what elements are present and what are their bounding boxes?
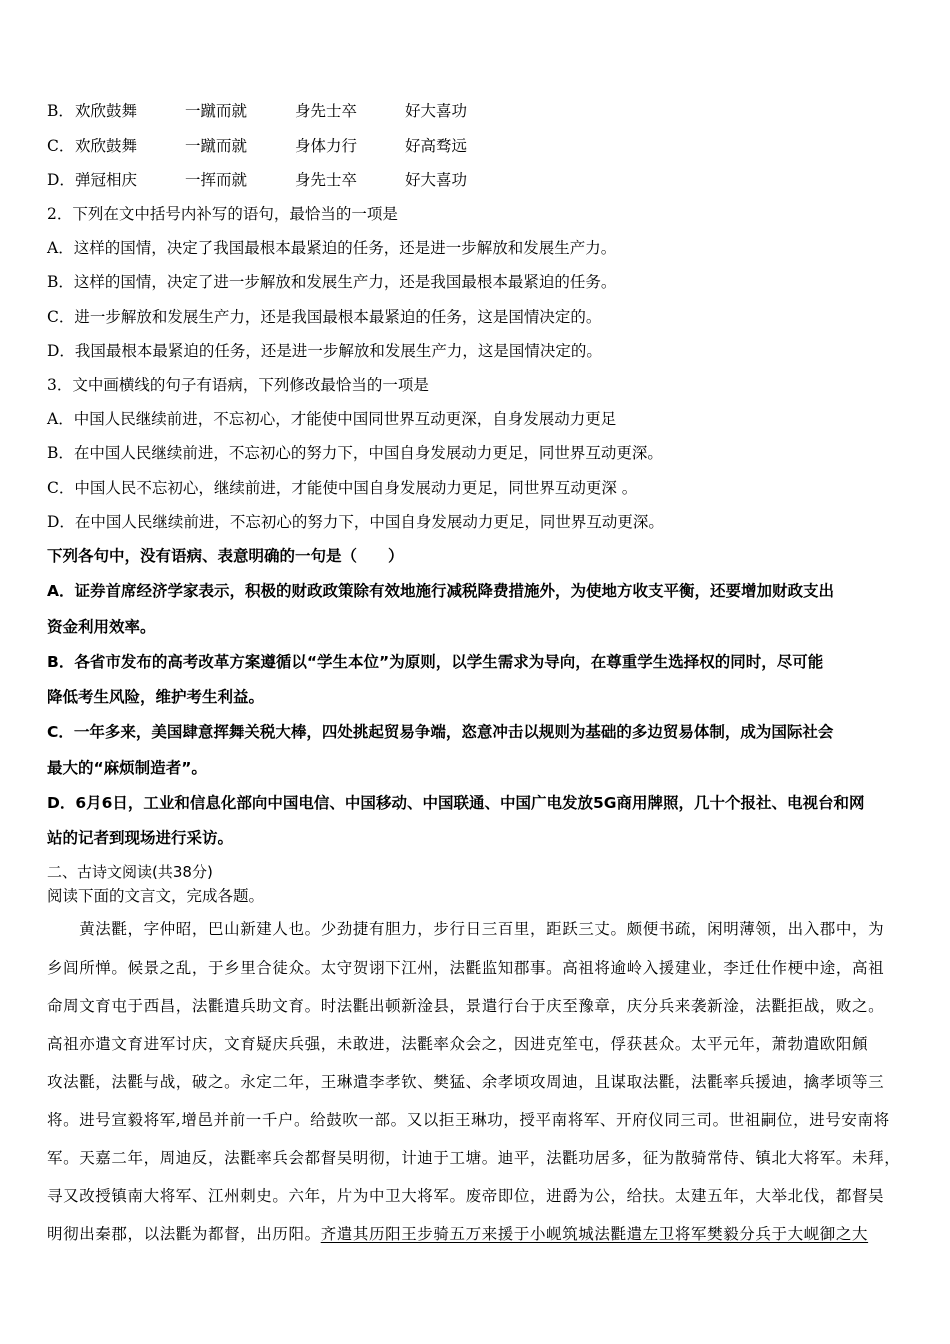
passage-line-5: 攻法氍，法氍与战，破之。永定二年，王琳遣李孝钦、樊猛、余孝顷攻周迪，且谋取法氍，法氍率兵援迪，擒孝顷等三 <box>47 1073 885 1091</box>
q4-option-a-line2: 资金利用效率。 <box>47 618 156 636</box>
section-heading: 二、古诗文阅读(共38分) <box>47 863 213 881</box>
q2-option-c: C．进一步解放和发展生产力，还是我国最根本最紧迫的任务，这是国情决定的。 <box>47 308 602 326</box>
q4-option-c-line1: C．一年多来，美国肆意挥舞关税大棒，四处挑起贸易争端，恣意冲击以规则为基础的多边贸易体制，成为国际社会 <box>47 723 834 741</box>
q4-option-d-line2: 站的记者到现场进行采访。 <box>47 829 234 847</box>
passage-line-3: 命周文育屯于西昌，法氍遣兵助文育。时法氍出顿新淦县，景遣行台于庆至豫章，庆分兵来袭新淦，法氍拒战，败之。 <box>47 997 885 1015</box>
passage-line-9-plain: 明彻出秦郡，以法氍为都督，出历阳。 <box>47 1225 321 1243</box>
passage-line-6: 将。进号宣毅将军,增邑并前一千户。给鼓吹一部。又以拒王琳功，授平南将军、开府仪同三司。世祖嗣位，进号安南将 <box>47 1111 890 1129</box>
passage-line-9 <box>47 1224 868 1244</box>
q3-stem: 3．文中画横线的句子有语病，下列修改最恰当的一项是 <box>47 376 429 394</box>
passage-line-1: 黄法氍，字仲昭，巴山新建人也。少劲捷有胆力，步行日三百里，距跃三丈。颇便书疏，闲明薄领，出入郡中，为 <box>47 920 885 938</box>
q3-option-d: D．在中国人民继续前进，不忘初心的努力下，中国自身发展动力更足，同世界互动更深。 <box>47 513 664 531</box>
q1-option-b: B．欢欣鼓舞 一蹴而就 身先士卒 好大喜功 <box>47 102 468 120</box>
q4-option-b-line2: 降低考生风险，维护考生利益。 <box>47 688 265 706</box>
passage-line-4: 高祖亦遣文育进军讨庆，文育疑庆兵强，未敢进，法氍率众会之，因进克笙屯，俘获甚众。太平元年，萧勃遣欧阳頠 <box>47 1035 869 1053</box>
q3-option-c: C．中国人民不忘初心，继续前进，才能使中国自身发展动力更足，同世界互动更深 。 <box>47 479 638 497</box>
section-instruction: 阅读下面的文言文，完成各题。 <box>47 887 265 905</box>
q4-option-d-line1: D．6月6日，工业和信息化部向中国电信、中国移动、中国联通、中国广电发放5G商用牌照，几十个报社、电视台和网 <box>47 794 865 812</box>
q2-option-d: D．我国最根本最紧迫的任务，还是进一步解放和发展生产力，这是国情决定的。 <box>47 342 602 360</box>
q2-option-a: A．这样的国情，决定了我国最根本最紧迫的任务，还是进一步解放和发展生产力。 <box>47 239 617 257</box>
q4-option-b-line1: B．各省市发布的高考改革方案遵循以“学生本位”为原则，以学生需求为导向，在尊重学生选择权的同时，尽可能 <box>47 653 824 671</box>
q2-stem: 2．下列在文中括号内补写的语句，最恰当的一项是 <box>47 205 398 223</box>
passage-line-7: 军。天嘉二年，周迪反，法氍率兵会都督吴明彻，计迪于工塘。迪平，法氍功居多，征为散骑常侍、镇北大将军。未拜， <box>47 1149 901 1167</box>
q1-option-c: C．欢欣鼓舞 一蹴而就 身体力行 好高骛远 <box>47 137 468 155</box>
q1-option-d: D．弹冠相庆 一挥而就 身先士卒 好大喜功 <box>47 171 468 189</box>
q2-option-b: B．这样的国情，决定了进一步解放和发展生产力，还是我国最根本最紧迫的任务。 <box>47 273 617 291</box>
passage-line-2: 乡闾所惮。候景之乱，于乡里合徒众。太守贺诩下江州，法氍监知郡事。高祖将逾岭入援建业，李迁仕作梗中途，高祖 <box>47 959 885 977</box>
passage-line-8: 寻又改授镇南大将军、江州刺史。六年，片为中卫大将军。废帝即位，进爵为公，给扶。太建五年，大举北伐，都督吴 <box>47 1187 885 1205</box>
q3-option-a: A．中国人民继续前进，不忘初心，才能使中国同世界互动更深，自身发展动力更足 <box>47 410 617 428</box>
q4-stem: 下列各句中，没有语病、表意明确的一句是（ ） <box>47 547 404 565</box>
q4-option-c-line2: 最大的“麻烦制造者”。 <box>47 759 207 777</box>
q3-option-b: B．在中国人民继续前进，不忘初心的努力下，中国自身发展动力更足，同世界互动更深。 <box>47 444 663 462</box>
q4-option-a-line1: A．证券首席经济学家表示，积极的财政政策除有效地施行减税降费措施外，为使地方收支平衡，还要增加财政支出 <box>47 582 834 600</box>
underlined-sentence: 齐遣其历阳王步骑五万来援于小岘筑城法氍遣左卫将军樊毅分兵于大岘御之大 <box>320 1225 869 1243</box>
